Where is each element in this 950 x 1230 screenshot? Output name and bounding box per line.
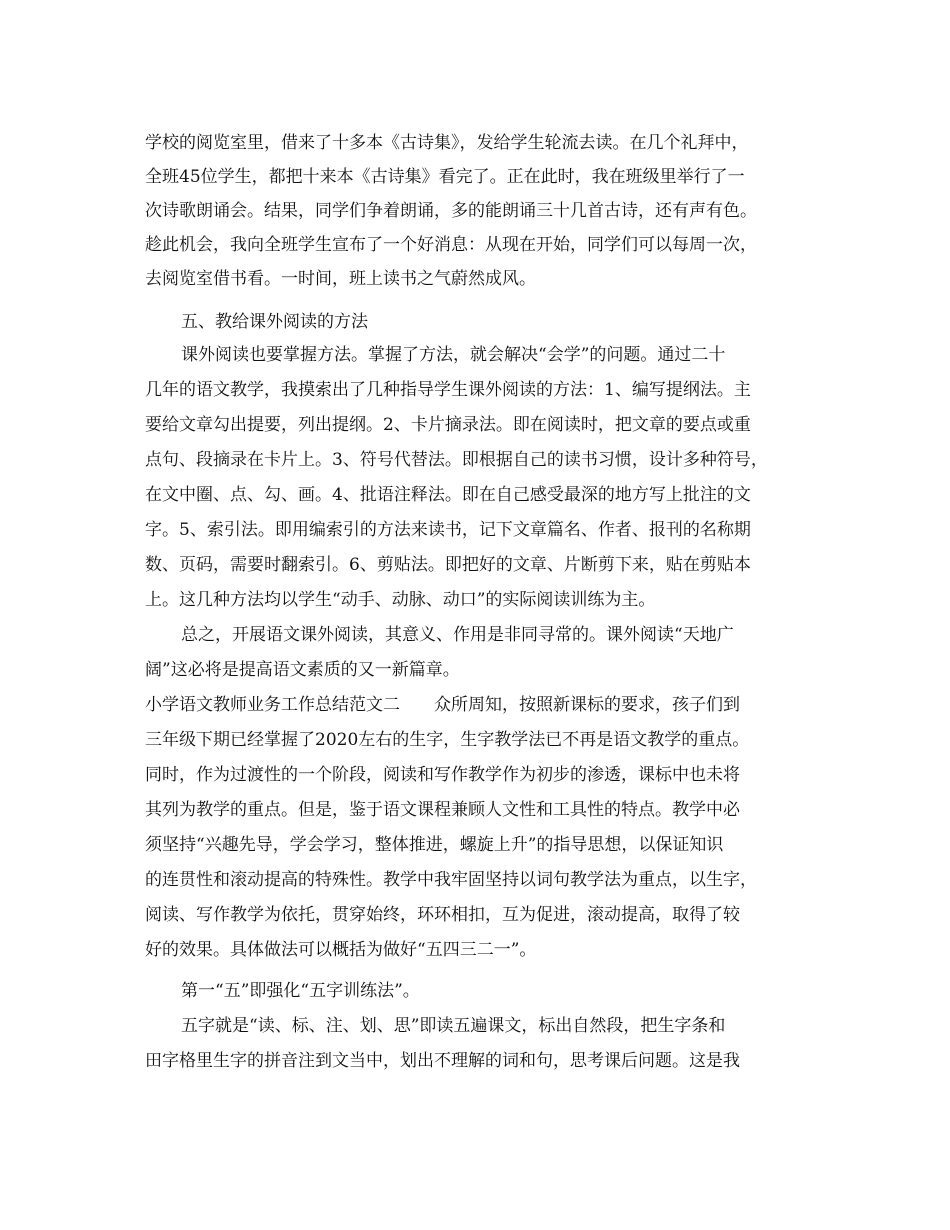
paragraph-line: 去阅览室借书看。一时间，班上读书之气蔚然成风。 [145,269,536,289]
paragraph-line: 全班45位学生，都把十来本《古诗集》看完了。正在此时，我在班级里举行了一 [145,167,745,187]
paragraph-line: 同时，作为过渡性的一个阶段，阅读和写作教学作为初步的渗透，课标中也未将 [145,765,740,785]
paragraph-line: 趁此机会，我向全班学生宣布了一个好消息：从现在开始，同学们可以每周一次， [145,235,757,255]
section-heading: 第一“五”即强化“五字训练法”。 [181,981,420,1001]
paragraph-line: 次诗歌朗诵会。结果，同学们争着朗诵，多的能朗诵三十几首古诗，还有声有色。 [145,201,757,221]
paragraph-line: 三年级下期已经掌握了2020左右的生字，生字教学法已不再是语文教学的重点。 [145,730,750,750]
paragraph-line: 上。这几种方法均以学生“动手、动脉、动口”的实际阅读训练为主。 [145,590,656,610]
paragraph-line: 田字格里生字的拼音注到文当中，划出不理解的词和句，思考课后问题。这是我 [145,1051,740,1071]
paragraph-line: 点句、段摘录在卡片上。3、符号代替法。即根据自己的读书习惯，设计多种符号， [145,450,768,470]
paragraph-line: 学校的阅览室里，借来了十多本《古诗集》，发给学生轮流去读。在几个礼拜中， [145,133,749,153]
paragraph-line: 好的效果。具体做法可以概括为做好“五四三二一”。 [145,940,537,960]
paragraph-line: 小学语文教师业务工作总结范文二 众所周知，按照新课标的要求，孩子们到 [145,695,740,715]
paragraph-line: 几年的语文教学，我摸索出了几种指导学生课外阅读的方法：1、编写提纲法。主 [145,380,751,400]
paragraph-line: 在文中圈、点、勾、画。4、批语注释法。即在自己感受最深的地方写上批注的文 [145,485,751,505]
paragraph-line: 总之，开展语文课外阅读，其意义、作用是非同寻常的。课外阅读“天地广 [181,625,734,645]
paragraph-line: 课外阅读也要掌握方法。掌握了方法，就会解决“会学”的问题。通过二十 [181,345,726,365]
section-heading: 五、教给课外阅读的方法 [181,312,368,332]
paragraph-line: 要给文章勾出提要，列出提纲。2、卡片摘录法。即在阅读时，把文章的要点或重 [145,415,751,435]
paragraph-line: 字。5、索引法。即用编索引的方法来读书，记下文章篇名、作者、报刊的名称期 [145,520,751,540]
paragraph-line: 阔”这必将是提高语文素质的又一新篇章。 [145,660,460,680]
paragraph-line: 五字就是“读、标、注、划、思”即读五遍课文，标出自然段，把生字条和 [181,1016,726,1036]
paragraph-line: 数、页码，需要时翻索引。6、剪贴法。即把好的文章、片断剪下来，贴在剪贴本 [145,555,751,575]
paragraph-line: 的连贯性和滚动提高的特殊性。教学中我牢固坚持以词句教学法为重点，以生字， [145,870,757,890]
paragraph-line: 其列为教学的重点。但是，鉴于语文课程兼顾人文性和工具性的特点。教学中必 [145,800,740,820]
paragraph-line: 阅读、写作教学为依托，贯穿始终，环环相扣，互为促进，滚动提高，取得了较 [145,905,740,925]
paragraph-line: 须坚持“兴趣先导，学会学习，整体推进，螺旋上升”的指导思想，以保证知识 [145,835,724,855]
